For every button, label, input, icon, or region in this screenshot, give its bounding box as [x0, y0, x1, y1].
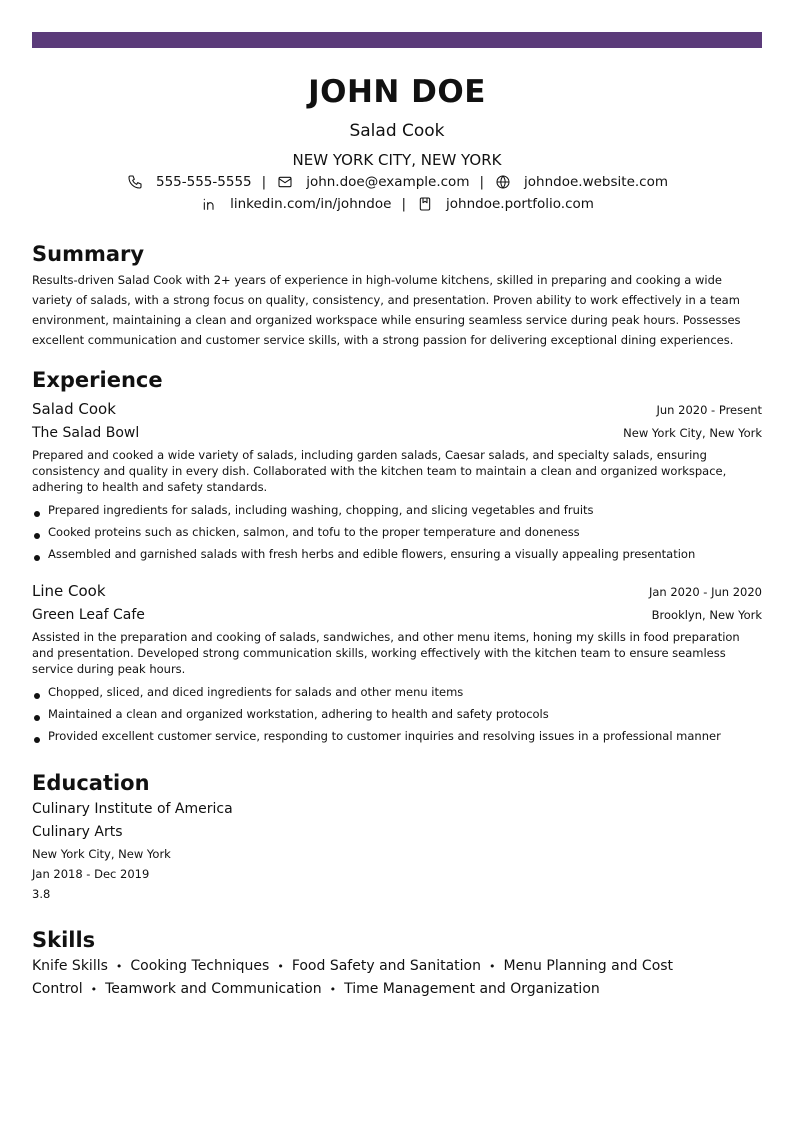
skills-heading: Skills [32, 928, 96, 952]
skill-item: Food Safety and Sanitation [291, 958, 481, 974]
contact-line-1 [32, 172, 762, 192]
globe-icon [494, 173, 512, 191]
skill-separator: • [90, 983, 98, 996]
job-company: Green Leaf Cafe [32, 607, 145, 623]
education-gpa: 3.8 [32, 887, 51, 901]
skill-item: Menu Planning and Cost Control [32, 958, 674, 997]
job-title: Salad Cook [32, 400, 116, 418]
job-entry [32, 579, 762, 747]
candidate-location: NEW YORK CITY, NEW YORK [292, 151, 502, 169]
education-degree: Culinary Arts [32, 824, 123, 840]
job-dates: Jun 2020 - Present [656, 403, 762, 417]
experience-heading: Experience [32, 368, 163, 392]
skills-list [32, 955, 732, 1001]
summary-heading: Summary [32, 242, 145, 266]
job-bullets [32, 499, 762, 565]
resume-page [32, 72, 762, 1001]
website-link[interactable]: johndoe.website.com [524, 174, 669, 190]
candidate-title: Salad Cook [349, 121, 445, 141]
experience-section [32, 366, 762, 747]
job-bullet: Chopped, sliced, and diced ingredients for salads and other menu items [32, 681, 762, 703]
contact-separator: | [479, 174, 485, 190]
linkedin-icon [200, 195, 218, 213]
job-bullet: Prepared ingredients for salads, including washing, chopping, and slicing vegetables and fruits [32, 499, 762, 521]
job-bullet: Assembled and garnished salads with fresh herbs and edible flowers, ensuring a visually appealing presentation [32, 543, 762, 565]
skill-item: Cooking Techniques [130, 958, 270, 974]
job-location: Brooklyn, New York [651, 608, 762, 622]
phone-number[interactable]: 555-555-5555 [155, 174, 252, 190]
skill-item: Knife Skills [32, 958, 108, 974]
education-location: New York City, New York [32, 847, 171, 861]
job-location: New York City, New York [623, 426, 762, 440]
mail-icon [276, 173, 294, 191]
education-heading: Education [32, 771, 150, 795]
candidate-name: JOHN DOE [308, 74, 486, 110]
job-description: Assisted in the preparation and cooking of salads, sandwiches, and other menu items, honing my skills in food preparation and presentation. Developed strong communication skills, working effectively with the kitchen team to ensure seamless service during peak hours. [32, 630, 740, 676]
job-bullet: Maintained a clean and organized workstation, adhering to health and safety protocols [32, 703, 762, 725]
education-dates: Jan 2018 - Dec 2019 [32, 867, 150, 881]
job-entry [32, 397, 762, 565]
contact-separator: | [261, 174, 267, 190]
skill-separator: • [277, 960, 284, 973]
contact-line-2 [32, 194, 762, 214]
skill-separator: • [329, 983, 337, 996]
skill-item: Time Management and Organization [344, 981, 600, 997]
job-title: Line Cook [32, 582, 106, 600]
summary-text: Results-driven Salad Cook with 2+ years of experience in high-volume kitchens, skilled in preparing and cooking a wide variety of salads, with a strong focus on quality, consistency, and presentation. Proven ability to work effectively in a team environment, maintaining a clean and organized workspace while ensuring seamless service during peak hours. Possesses excellent communication and customer service skills, with a strong passion for delivering exceptional dining experiences. [32, 273, 741, 347]
phone-icon [126, 173, 144, 191]
job-bullet: Cooked proteins such as chicken, salmon, and tofu to the proper temperature and doneness [32, 521, 762, 543]
skills-section [32, 926, 762, 1001]
job-bullets [32, 681, 762, 747]
job-bullet: Provided excellent customer service, responding to customer inquiries and resolving issues in a professional manner [32, 725, 762, 747]
bookmark-icon [416, 195, 434, 213]
education-school: Culinary Institute of America [32, 801, 233, 817]
job-dates: Jan 2020 - Jun 2020 [648, 585, 762, 599]
accent-top-bar [32, 32, 762, 48]
summary-section [32, 240, 762, 350]
skill-item: Teamwork and Communication [105, 981, 322, 997]
linkedin-link[interactable]: linkedin.com/in/johndoe [230, 196, 392, 212]
skill-separator: • [115, 960, 123, 973]
contact-separator: | [401, 196, 407, 212]
skill-separator: • [488, 960, 496, 973]
job-description: Prepared and cooked a wide variety of salads, including garden salads, Caesar salads, and specialty salads, ensuring consistency and quality in every dish. Collaborated with the kitchen team to maintain a clean and organized workspace, adhering to health and safety standards. [32, 448, 727, 494]
education-section [32, 769, 762, 904]
portfolio-link[interactable]: johndoe.portfolio.com [446, 196, 594, 212]
job-company: The Salad Bowl [32, 425, 140, 441]
email-link[interactable]: john.doe@example.com [306, 174, 470, 190]
resume-header [32, 72, 762, 214]
